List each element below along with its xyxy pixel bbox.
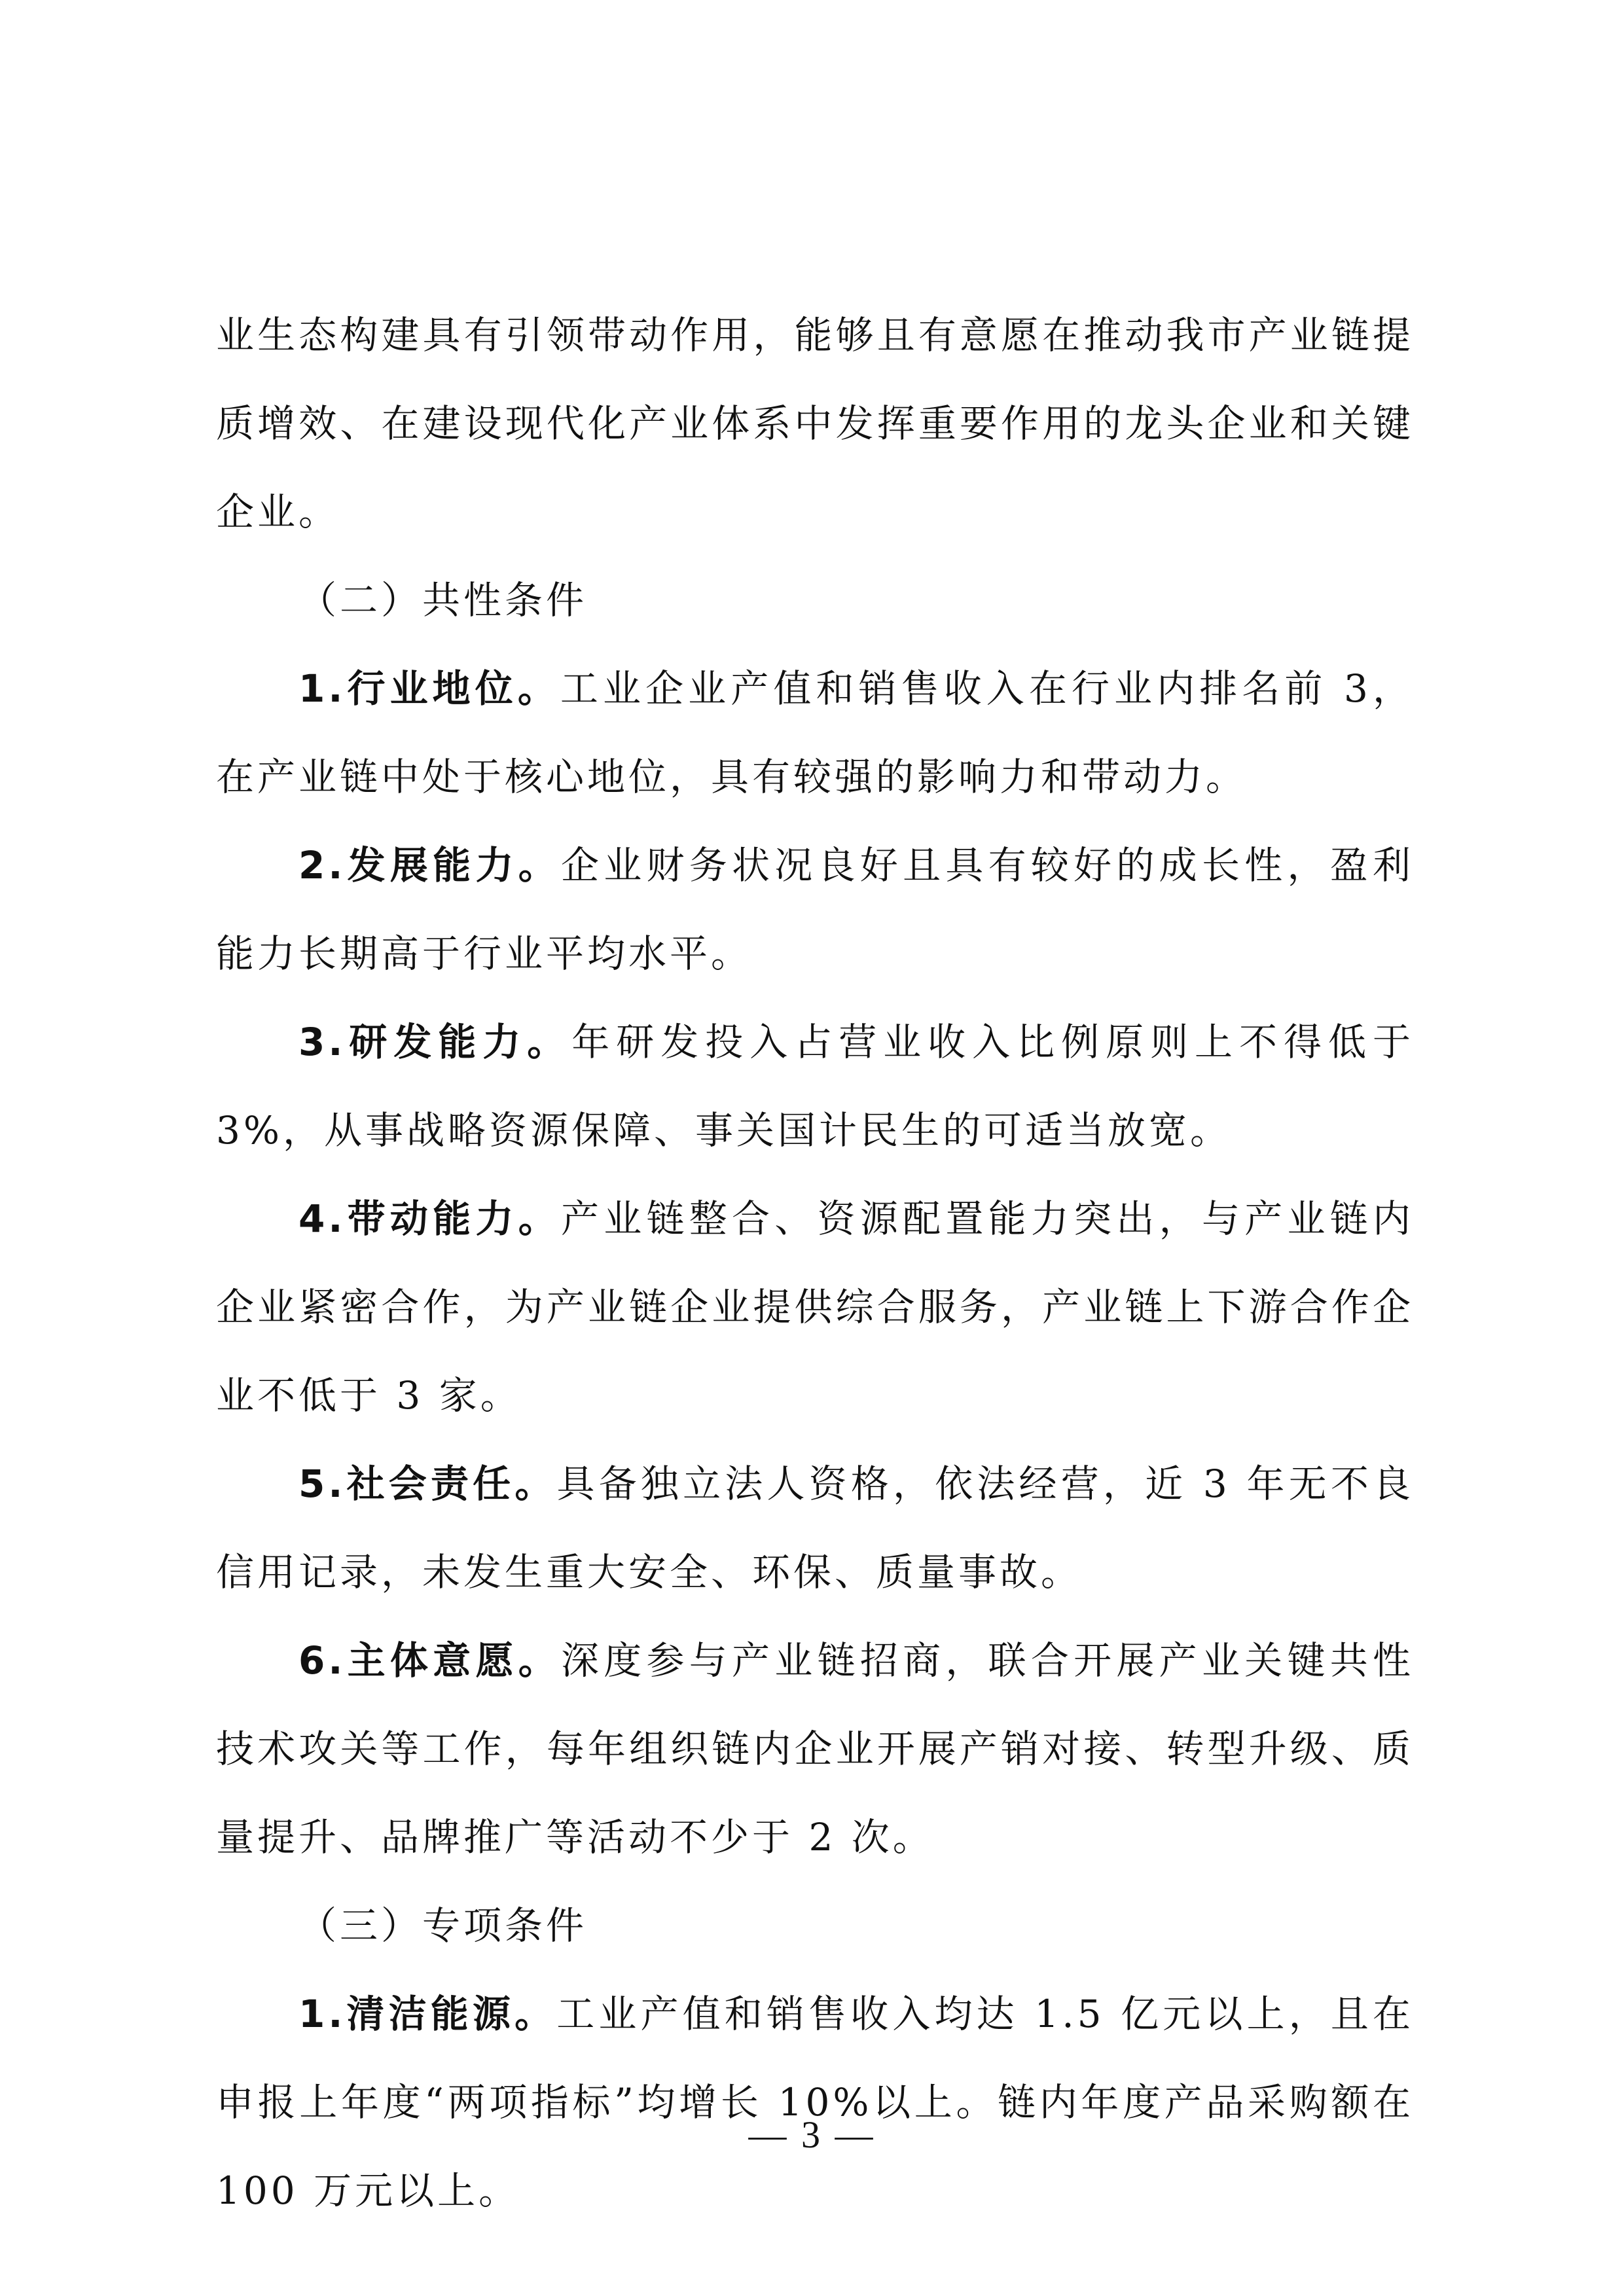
condition-clean-energy <box>216 1970 1414 2235</box>
intro-paragraph <box>216 291 1414 556</box>
paragraph-text: 业生态构建具有引领带动作用，能够且有意愿在推动我市产业链提质增效、在建设现代化产业体系中发挥重要作用的龙头企业和关键企业。 <box>216 313 1414 534</box>
page-number: — 3 — <box>748 2113 876 2156</box>
paragraph-lead: 5.社会责任。 <box>298 1462 557 1506</box>
paragraph-text: 企业财务状况良好且具有较好的成长性，盈利能力长期高于行业平均水平。 <box>216 843 1414 976</box>
section-heading-common <box>216 556 1414 645</box>
document-body <box>216 291 1414 2235</box>
paragraph-lead: 1.行业地位。 <box>298 666 560 711</box>
heading-text: （二）共性条件 <box>298 578 588 622</box>
condition-willingness <box>216 1617 1414 1882</box>
paragraph-lead: 6.主体意愿。 <box>298 1638 561 1683</box>
paragraph-text: 深度参与产业链招商，联合开展产业关键共性技术攻关等工作，每年组织链内企业开展产销对接、转型升级、质量提升、品牌推广等活动不少于 2 次。 <box>216 1638 1414 1859</box>
paragraph-lead: 2.发展能力。 <box>298 843 561 888</box>
paragraph-lead: 3.研发能力。 <box>298 1020 572 1064</box>
paragraph-text: 工业产值和销售收入均达 1.5 亿元以上，且在申报上年度“两项指标”均增长 10%以上。链内年度产品采购额在 100 万元以上。 <box>216 1992 1414 2213</box>
condition-rd-capability <box>216 998 1414 1175</box>
paragraph-lead: 1.清洁能源。 <box>298 1992 557 2036</box>
section-heading-special <box>216 1882 1414 1970</box>
paragraph-text: 具备独立法人资格，依法经营，近 3 年无不良信用记录，未发生重大安全、环保、质量事故。 <box>216 1462 1415 1594</box>
condition-industry-position <box>216 645 1414 821</box>
paragraph-text: 工业企业产值和销售收入在行业内排名前 3，在产业链中处于核心地位，具有较强的影响力和带动力。 <box>216 666 1415 799</box>
condition-development-capability <box>216 821 1414 998</box>
paragraph-text: 年研发投入占营业收入比例原则上不得低于 3%，从事战略资源保障、事关国计民生的可适当放宽。 <box>216 1020 1414 1153</box>
condition-social-responsibility <box>216 1440 1414 1617</box>
paragraph-text: 产业链整合、资源配置能力突出，与产业链内企业紧密合作，为产业链企业提供综合服务，产业链上下游合作企业不低于 3 家。 <box>216 1196 1414 1418</box>
condition-driving-capability <box>216 1175 1414 1440</box>
heading-text: （三）专项条件 <box>298 1903 588 1948</box>
paragraph-lead: 4.带动能力。 <box>298 1196 561 1241</box>
